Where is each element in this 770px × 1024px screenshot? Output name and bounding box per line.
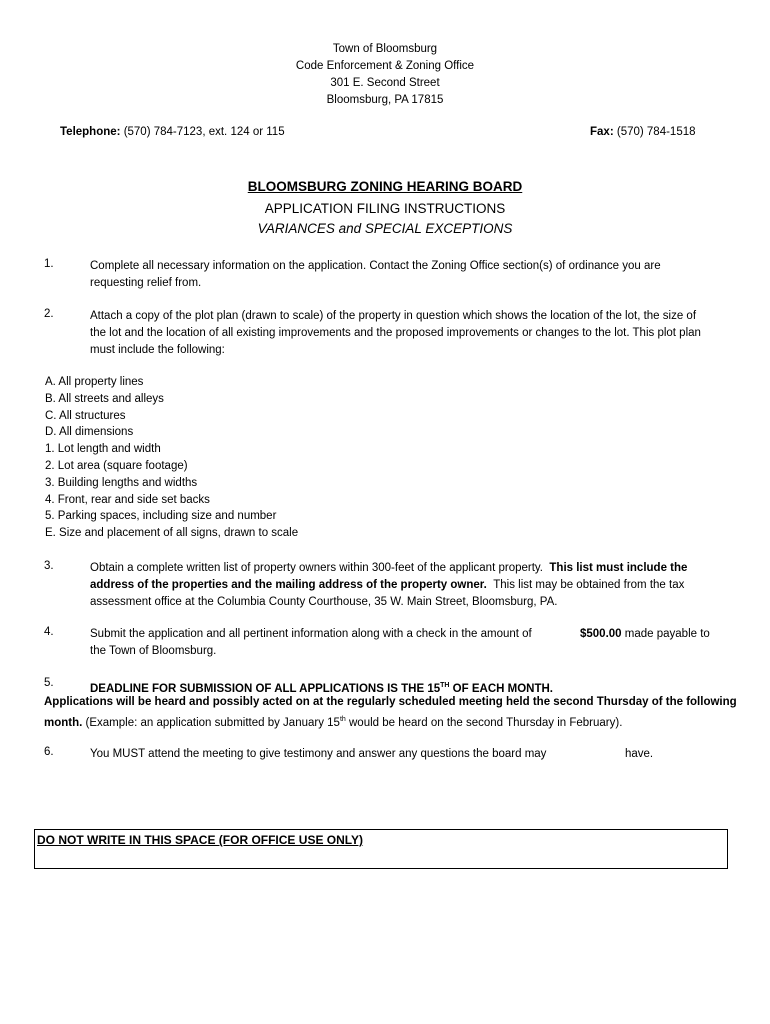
item-3-text	[90, 560, 730, 611]
example-sup: th	[339, 716, 346, 723]
item-number: 5.	[44, 677, 54, 689]
fax-value: (570) 784-1518	[616, 126, 696, 138]
list-item: A. All property lines	[45, 376, 144, 388]
office-street: 301 E. Second Street	[330, 77, 440, 89]
item-4-line-b: the Town of Bloomsburg.	[90, 645, 217, 657]
deadline-pre: DEADLINE FOR SUBMISSION OF ALL APPLICATIONS IS THE 15	[90, 682, 441, 695]
item-2-text	[90, 308, 730, 359]
page-subtitle: APPLICATION FILING INSTRUCTIONS	[264, 201, 506, 216]
plot-plan-list	[45, 374, 298, 542]
item-1-line-b: requesting relief from.	[90, 277, 202, 289]
item-5-month: month.	[44, 716, 83, 729]
item-number: 1.	[44, 258, 54, 270]
telephone-line	[60, 126, 285, 138]
list-item: D. All dimensions	[45, 426, 134, 439]
list-item: C. All structures	[45, 409, 126, 422]
item-5-line-c	[44, 711, 622, 732]
telephone-label: Telephone:	[60, 126, 121, 138]
item-6-text: You MUST attend the meeting to give testimony and answer any questions the board may	[90, 748, 547, 760]
list-item: 3. Building lengths and widths	[45, 476, 198, 489]
item-2-line-b: the lot and the location of all existing improvements and the proposed improvements or changes to the lot. This plot plan	[90, 327, 701, 339]
fax-label: Fax:	[590, 126, 614, 138]
item-number: 4.	[44, 626, 54, 638]
fee-amount: $500.00	[580, 628, 622, 640]
fax-line	[590, 126, 696, 138]
example-post: would be heard on the second Thursday in February).	[345, 716, 623, 729]
item-3-line-a-text: Obtain a complete written list of property owners within 300-feet of the applicant property.	[90, 562, 543, 574]
item-6-end: have.	[625, 748, 654, 760]
item-1-line-a: Complete all necessary information on the application. Contact the Zoning Office section(s) of ordinance you are	[90, 260, 661, 272]
item-2-line-a: Attach a copy of the plot plan (drawn to scale) of the property in question which shows the location of the lot, the size of	[90, 310, 697, 322]
item-4-line-a	[90, 626, 730, 643]
office-name: Town of Bloomsburg	[332, 43, 438, 55]
deadline-post: OF EACH MONTH.	[449, 682, 553, 695]
item-number: 3.	[44, 560, 54, 572]
telephone-value: (570) 784-7123, ext. 124 or 115	[123, 126, 285, 138]
item-5-line-b: Applications will be heard and possibly acted on at the regularly scheduled meeting held the second Thursday of the following	[44, 696, 737, 708]
list-item: 5. Parking spaces, including size and number	[45, 510, 277, 523]
item-4-line-a-amount	[580, 626, 710, 643]
item-3-line-c: assessment office at the Columbia County Courthouse, 35 W. Main Street, Bloomsburg, PA.	[90, 596, 558, 608]
fee-payable: made payable to	[624, 628, 710, 640]
office-use-label: DO NOT WRITE IN THIS SPACE (FOR OFFICE USE ONLY)	[37, 833, 364, 847]
page-subtitle-italic: VARIANCES and SPECIAL EXCEPTIONS	[257, 221, 513, 236]
item-number: 6.	[44, 746, 54, 758]
item-3-line-b	[90, 577, 730, 594]
item-6-line	[90, 746, 730, 763]
item-2-line-c: must include the following:	[90, 344, 225, 356]
list-item: B. All streets and alleys	[45, 392, 164, 405]
office-city: Bloomsburg, PA 17815	[326, 94, 444, 106]
item-4-text	[90, 626, 730, 660]
item-3-line-b-text: This list may be obtained from the tax	[493, 579, 685, 591]
item-1-text	[90, 258, 730, 292]
deadline-sup: TH	[440, 682, 450, 689]
item-number: 2.	[44, 308, 54, 320]
item-3-line-a	[90, 560, 730, 577]
example-pre: (Example: an application submitted by January 15	[82, 716, 340, 729]
page-title: BLOOMSBURG ZONING HEARING BOARD	[247, 179, 523, 194]
item-4-line-a-text: Submit the application and all pertinent information along with a check in the amount of	[90, 628, 532, 640]
list-item: 1. Lot length and width	[45, 443, 161, 456]
item-3-line-b-bold: address of the properties and the mailing address of the property owner.	[90, 579, 487, 591]
office-department: Code Enforcement & Zoning Office	[295, 60, 475, 72]
item-3-line-a-bold: This list must include the	[549, 562, 688, 574]
list-item: 2. Lot area (square footage)	[45, 459, 188, 472]
list-item: E. Size and placement of all signs, drawn to scale	[45, 527, 299, 540]
office-use-box	[34, 829, 728, 869]
list-item: 4. Front, rear and side set backs	[45, 493, 210, 506]
